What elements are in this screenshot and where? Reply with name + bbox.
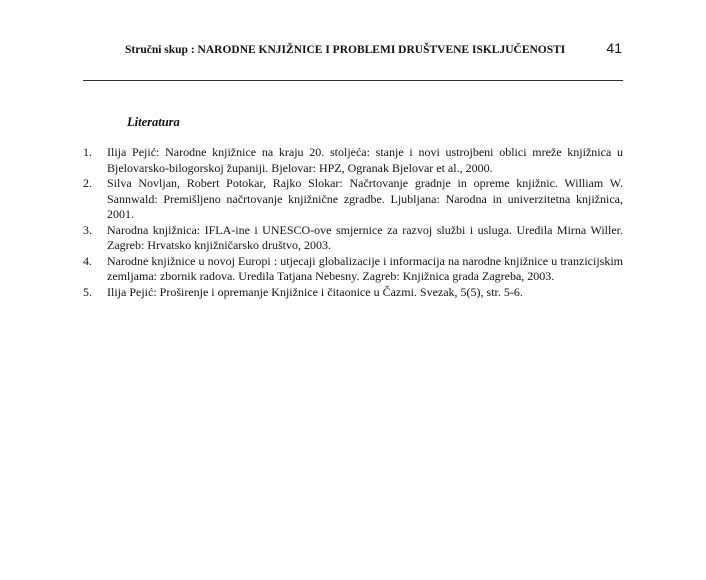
reference-item [83, 145, 623, 176]
reference-text: Ilija Pejić: Proširenje i opremanje Knjižnice i čitaonice u Čazmi. Svezak, 5(5), str. 5-6. [107, 284, 523, 299]
reference-item [83, 176, 623, 223]
section-heading: Literatura [127, 115, 180, 129]
reference-text: Silva Novljan, Robert Potokar, Rajko Slokar: Načrtovanje gradnje in opreme knjižnic. William W. Sannwald: Premišljeno načrtovanje knjižnične zgradbe. Ljubljana: Narodna in univerzitetna knjižnica, 2001. [107, 176, 623, 221]
reference-text: Ilija Pejić: Narodne knjižnice na kraju 20. stoljeća: stanje i novi ustrojbeni oblici mreže knjižnica u Bjelovarsko-bilogorskoj županiji. Bjelovar: HPZ, Ogranak Bjelovar et al., 2000. [107, 145, 623, 175]
reference-text: Narodne knjižnice u novoj Europi : utjecaji globalizacije i informacija na narodne knjižnice u tranzicijskim zemljama: zbornik radova. Uredila Tatjana Nebesny. Zagreb: Knjižnica grada Zagreba, 2003. [107, 253, 623, 283]
reference-number: 4. [83, 253, 92, 268]
reference-number: 2. [83, 176, 92, 190]
reference-number: 1. [83, 145, 92, 159]
page-number: 41 [606, 40, 622, 56]
reference-number: 5. [83, 284, 92, 299]
reference-item [83, 254, 623, 285]
page-header [125, 40, 622, 56]
reference-list [83, 145, 623, 300]
header-divider [83, 80, 623, 81]
reference-text: Narodna knjižnica: IFLA-ine i UNESCO-ove smjernice za razvoj službi i usluga. Uredila Mirna Willer. Zagreb: Hrvatsko knjižničarsko društvo, 2003. [107, 222, 623, 252]
reference-item [83, 223, 623, 254]
header-title: Stručni skup : NARODNE KNJIŽNICE I PROBLEMI DRUŠTVENE ISKLJUČENOSTI [125, 44, 566, 56]
reference-item [83, 285, 623, 301]
reference-number: 3. [83, 222, 92, 237]
